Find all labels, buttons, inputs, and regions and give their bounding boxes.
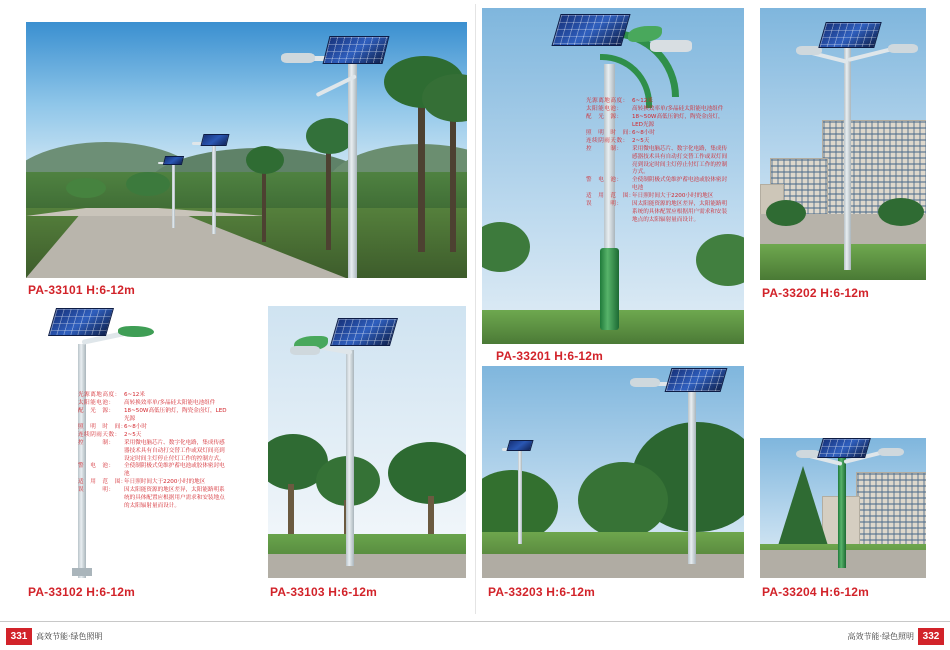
spec-label: 控 制：: [586, 145, 623, 152]
page-divider: [475, 4, 476, 614]
lamp-pole: [844, 48, 851, 270]
spec-label: 误 明：: [78, 487, 115, 494]
tree-crown: [766, 200, 806, 226]
lamp-pole: [688, 384, 696, 564]
product-photo-pa-33202: [760, 8, 926, 280]
spec-value: 6~12米: [632, 98, 653, 104]
spec-value: 2~5天: [632, 137, 650, 144]
spec-value: 6~8小时: [632, 129, 655, 136]
spec-value: 18~50W高低压钠灯，陶瓷金卤灯，LED光源: [124, 407, 227, 422]
spec-row: [586, 138, 732, 146]
tree-crown: [578, 462, 668, 538]
lamp-head: [281, 53, 315, 63]
spec-value: 采用微电脑芯片、数字化电路，集成传感器技术具有自动打交替工作或双灯间亮到设定时间主灯停止付灯工作的控制方式。: [124, 439, 225, 462]
lamp-head: [118, 326, 154, 337]
footer-note-right: 高效节能·绿色照明: [847, 632, 914, 641]
spec-row: [78, 432, 230, 440]
spec-label: 配 光 源：: [586, 113, 623, 120]
spec-row: [586, 177, 732, 193]
spec-row: [78, 440, 230, 464]
footer-note-left: 高效节能·绿色照明: [36, 632, 103, 641]
spec-label: 误 明：: [586, 201, 623, 208]
lamp-pole: [348, 58, 357, 278]
caption-pa-33102: PA-33102 H:6-12m: [28, 585, 136, 599]
shrub: [66, 178, 106, 198]
caption-pa-33202: PA-33202 H:6-12m: [762, 286, 870, 300]
spec-value: 因太阳能资源的地区差异，太阳能路明系统的具体配置应根据用户需求和安装地点的太阳辐射量而设计。: [632, 201, 728, 224]
page-number-right: 332: [918, 628, 944, 645]
tree-crown: [878, 198, 924, 226]
lamp-head: [290, 346, 320, 355]
solar-panel: [48, 308, 114, 336]
spec-label: 连续阴雨天数：: [78, 431, 121, 438]
spec-label: 警 电 池：: [78, 463, 115, 470]
solar-panel: [817, 438, 871, 458]
lamp-head-right: [888, 44, 918, 53]
spec-row: [586, 106, 732, 114]
spec-value: 高转换效率单/多晶硅太阳能电池组件: [632, 105, 724, 112]
spec-row: [78, 487, 230, 511]
lamp-pole-base: [600, 248, 619, 330]
solar-panel: [323, 36, 390, 64]
spec-label: 适 用 范 围：: [586, 193, 635, 200]
spec-value: 高转换效率单/多晶硅太阳能电池组件: [124, 399, 216, 406]
spec-row: [586, 146, 732, 178]
lamp-head-right: [878, 448, 904, 456]
spec-label: 警 电 池：: [586, 177, 623, 184]
spec-value: 因太阳能资源的地区差异，太阳能路明系统的具体配置应根据用户需求和安装地点的太阳辐射量而设计。: [124, 487, 225, 510]
lamp-pole: [212, 142, 216, 234]
spec-label: 照 明 时 间：: [586, 129, 635, 136]
tree-crown: [246, 146, 284, 174]
spec-label: 控 制：: [78, 439, 115, 446]
spec-row: [586, 130, 732, 138]
spec-row: [78, 392, 230, 400]
building: [856, 472, 926, 548]
solar-panel: [665, 368, 728, 392]
spec-value: 采用微电脑芯片、数字化电路，集成传感器技术具有自动打交替工作或双灯间亮到设定时间主灯停止付灯工作的控制方式。: [632, 145, 728, 176]
spec-row: [78, 463, 230, 479]
road-surface: [482, 554, 744, 578]
lamp-pole: [172, 162, 175, 228]
spec-value: 6~12米: [124, 392, 145, 398]
product-photo-pa-33203: [482, 366, 744, 578]
caption-pa-33101: PA-33101 H:6-12m: [28, 283, 136, 297]
lamp-head: [630, 378, 660, 387]
spec-label: 太阳能电池：: [586, 105, 623, 112]
spec-label: 光源离地高度：: [78, 392, 121, 398]
tree-trunk: [450, 102, 456, 252]
footer: [0, 621, 950, 650]
grass: [760, 244, 926, 280]
caption-pa-33103: PA-33103 H:6-12m: [270, 585, 378, 599]
solar-panel: [330, 318, 398, 346]
solar-panel: [818, 22, 881, 48]
road-surface: [268, 554, 466, 578]
spec-block-top: [586, 98, 732, 225]
spec-label: 连续阴雨天数：: [586, 137, 629, 144]
product-photo-pa-33204: [760, 438, 926, 578]
lamp-pole: [518, 448, 522, 544]
caption-pa-33201: PA-33201 H:6-12m: [496, 349, 604, 363]
product-photo-pa-33103: [268, 306, 466, 578]
caption-pa-33203: PA-33203 H:6-12m: [488, 585, 596, 599]
spec-block-bottom: [78, 392, 230, 511]
solar-panel: [163, 156, 184, 165]
solar-panel: [551, 14, 630, 46]
shrub: [126, 172, 170, 196]
spec-row: [586, 193, 732, 201]
tree-trunk: [262, 162, 266, 242]
spec-row: [586, 201, 732, 225]
solar-panel: [506, 440, 533, 451]
lamp-pole: [838, 450, 846, 568]
spec-row: [78, 400, 230, 408]
spec-value: 全使制阴极式免维护蓄电池或胶体密封电池: [124, 463, 225, 478]
page-number-left: 331: [6, 628, 32, 645]
spec-value: 年日照时间大于2200小时的地区: [632, 193, 714, 200]
lamp-head: [650, 40, 692, 52]
spec-label: 光源离地高度：: [586, 98, 629, 104]
spec-row: [78, 424, 230, 432]
spec-row: [78, 408, 230, 424]
tree-crown: [388, 442, 466, 504]
spec-label: 配 光 源：: [78, 407, 115, 414]
spec-value: 6~8小时: [124, 423, 147, 430]
solar-panel: [201, 134, 230, 146]
spec-value: 年日照时间大于2200小时的地区: [124, 479, 206, 486]
tree-crown: [306, 118, 354, 154]
spec-label: 适 用 范 围：: [78, 479, 127, 486]
spec-value: 全使制阴极式免维护蓄电池或胶体密封电池: [632, 177, 728, 192]
spec-row: [586, 114, 732, 130]
spec-value: 18~50W高低压钠灯，陶瓷金卤灯，LED光源: [632, 113, 724, 128]
lamp-pole: [346, 350, 354, 566]
caption-pa-33204: PA-33204 H:6-12m: [762, 585, 870, 599]
spec-label: 照 明 时 间：: [78, 423, 127, 430]
product-photo-pa-33101: [26, 22, 467, 278]
tree-trunk: [326, 140, 331, 250]
spec-value: 2~5天: [124, 431, 142, 438]
spec-row: [586, 98, 732, 106]
pole-base: [72, 568, 92, 576]
spec-label: 太阳能电池：: [78, 399, 115, 406]
